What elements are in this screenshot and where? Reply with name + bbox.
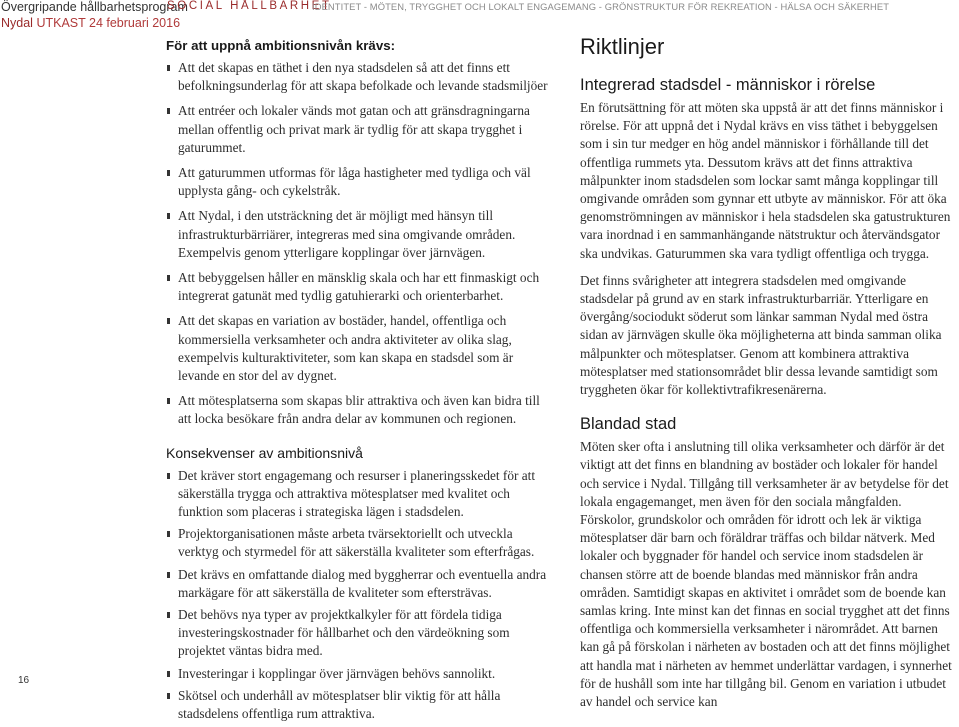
- paragraph: En förutsättning för att möten ska uppstå är att det finns människor i rörelse. För att uppnå det i Nydal krävs en viss täthet i bebyggelsen som i sin tur medger en hög andel människor i förhållande till det offentliga rummets yta. Dessutom krävs att det finns attraktiva målpunkter inom stadsdelen som lockar samt många kopplingar till omgivande områden som gynnar ett utbyte av människor. För att öka genomströmningen av människor i hela stadsdelen ska gatustrukturen vara inordnad i en sammanhängande nätstruktur och återvändsgator ska undvikas. Gaturummen ska vara tydligt offentliga och trygga.: [580, 100, 951, 261]
- page-number: 16: [18, 675, 30, 686]
- draft-date: UTKAST 24 februari 2016: [36, 16, 181, 30]
- list-item: Det behövs nya typer av projektkalkyler för att fördela tidiga investeringskostnader för hållbarhet och den värdeökning som projektet väntas bidra med.: [166, 606, 556, 661]
- list-item: Att bebyggelsen håller en mänsklig skala och har ett finmaskigt och integrerat gatunät med tydlig gatuhierarki och orienterbarhet.: [166, 269, 556, 305]
- right-column: [580, 34, 952, 720]
- list-item: Att det skapas en täthet i den nya stadsdelen så att det finns ett befolkningsunderlag för att skapa befolkade och levande stadsmiljöer: [166, 59, 556, 95]
- paragraph: Möten sker ofta i anslutning till olika verksamheter och därför är det viktigt att det finns en blandning av bostäder och lokaler för handel och service i Nydal. Tillgång till verksamheter är av betydelse för det lokala engagemanget, men även för den sociala mångfalden. Förskolor, grundskolor och områden för idrott och lek är viktiga mötesplatser där barn och föräldrar träffas och bildar nätverk. Med lokaler och byggnader för handel och service inom stadsdelen är chansen större att de boende blandas med människor från andra områden. Samtidigt skapas en aktivitet i området som de boende kan samlas kring. Inte minst kan det finnas en social trygghet att det finns offentliga och kommersiella verksamheter i närområdet. Att barnen kan gå på förskolan i närheten av bostaden och att det finns möjlighet att handla mat i närheten av hemmet underlättar vardagen, i synnerhet för de hushåll som inte har tillgång bil. Genom en variation i utbudet av handel och service kan: [580, 439, 952, 710]
- list-item: Att mötesplatserna som skapas blir attraktiva och även kan bidra till att locka besökare från andra delar av kommunen och regionen.: [166, 392, 556, 428]
- consequences-heading: Konsekvenser av ambitionsnivå: [166, 444, 363, 461]
- list-item: Det kräver stort engagemang och resurser i planeringsskedet för att säkerställa trygga och attraktiva mötesplatser med kvalitet och funktion som placeras i strategiska lägen i stadsdelen.: [166, 467, 556, 522]
- guidelines-title: Riktlinjer: [580, 34, 665, 59]
- list-item: Att Nydal, i den utsträckning det är möjligt med hänsyn till infrastrukturbärriärer, integreras med sina omgivande områden. Exempelvis genom ytterligare kopplingar över järnvägen.: [166, 207, 556, 262]
- requirements-heading: För att uppnå ambitionsnivån krävs:: [166, 38, 396, 53]
- requirements-list: [166, 59, 556, 429]
- list-item: Att entréer och lokaler vänds mot gatan och att gränsdragningarna mellan offentlig och privat mark är tydlig för att skapa trygghet i gaturummet.: [166, 102, 556, 157]
- list-item: Att gaturummen utformas för låga hastigheter med tydliga och väl upplysta gång- och cykelstråk.: [166, 164, 556, 200]
- consequences-list: [166, 467, 556, 724]
- section-heading: Integrerad stadsdel - människor i rörelse: [580, 76, 876, 94]
- section-topics: IDENTITET - MÖTEN, TRYGGHET OCH LOKALT ENGAGEMANG - GRÖNSTRUKTUR FÖR REKREATION - HÄLSA OCH SÄKERHET: [312, 1, 890, 12]
- section-heading: Blandad stad: [580, 415, 677, 434]
- list-item: Det krävs en omfattande dialog med byggherrar och eventuella andra markägare för att säkerställa de kvaliteter som eftersträvas.: [166, 566, 556, 602]
- list-item: Investeringar i kopplingar över järnvägen behövs sannolikt.: [166, 665, 556, 683]
- section-name: SOCIAL HÅLLBARHET: [167, 0, 332, 12]
- left-column: [166, 38, 556, 727]
- paragraph: Det finns svårigheter att integrera stadsdelen med omgivande stadsdelar på grund av en stark infrastrukturbarriär. Ytterligare en övergång/sociodukt söderut som länkar samman Nydal med östra sidan av järnvägen skulle öka möjligheterna att binda samman olika målpunkter och mötesplatser. Genom att kombinera attraktiva mötesplatser med stationsområdet blir dessa levande samtidigt som tryggheten ökar för kollektivtrafikresenärerna.: [580, 272, 942, 398]
- list-item: Skötsel och underhåll av mötesplatser blir viktig för att hålla stadsdelens offentliga rum attraktiva.: [166, 687, 556, 723]
- document-title: Övergripande hållbarhetsprogram: [1, 0, 188, 14]
- draft-prefix: Nydal: [1, 16, 37, 30]
- page-header: [0, 0, 959, 36]
- list-item: Att det skapas en variation av bostäder, handel, offentliga och kommersiella verksamheter och andra aktiviteter av olika slag, exempelvis kulturaktiviteter, som kan skapa en stadsdel som är levande en stor del av dygnet.: [166, 312, 556, 385]
- draft-label: [1, 16, 180, 30]
- list-item: Projektorganisationen måste arbeta tvärsektoriellt och utveckla verktyg och styrmedel för att säkerställa kvaliteter som efterfrågas.: [166, 525, 556, 561]
